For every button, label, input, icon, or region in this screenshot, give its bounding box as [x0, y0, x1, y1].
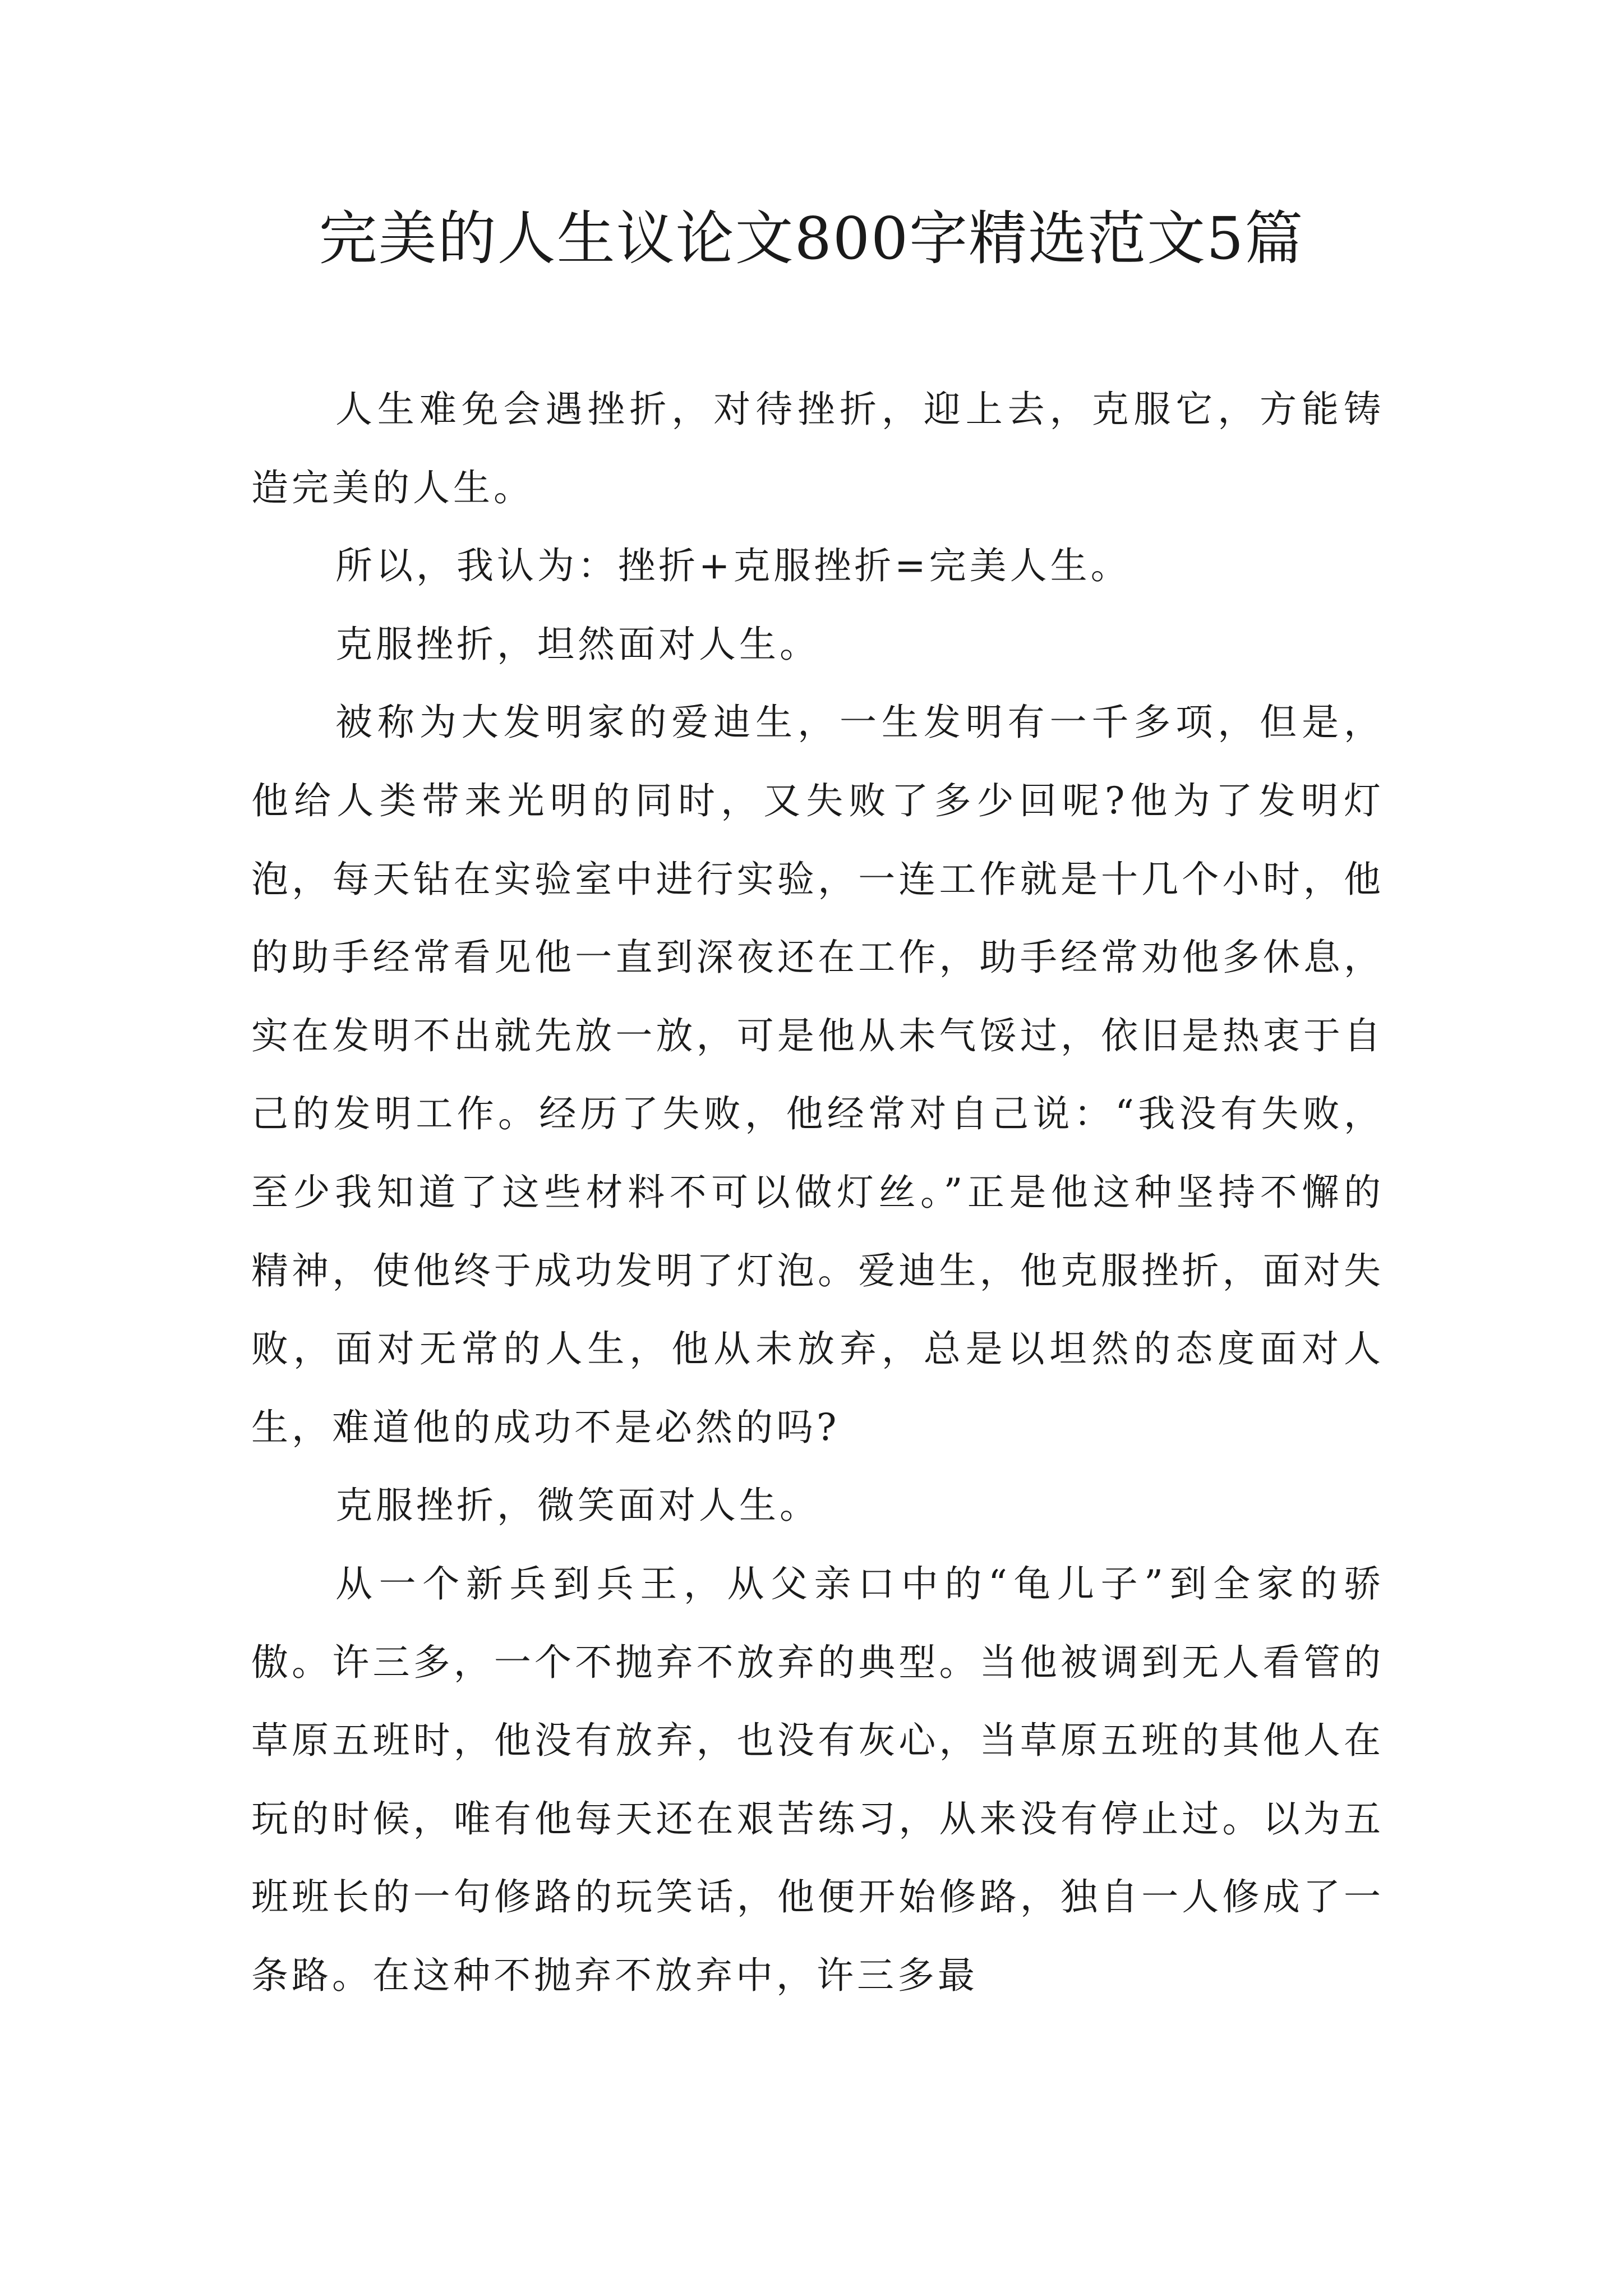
paragraph-xu-sanduo: 从一个新兵到兵王，从父亲口中的“龟儿子”到全家的骄傲。许三多，一个不抛弃不放弃的典型。当他被调到无人看管的草原五班时，他没有放弃，也没有灰心，当草原五班的其他人在玩的时候，唯有他每天还在艰苦练习，从来没有停止过。以为五班班长的一句修路的玩笑话，他便开始修路，独自一人修成了一条路。在这种不抛弃不放弃中，许三多最	[251, 1562, 1384, 1997]
paragraph-edison: 被称为大发明家的爱迪生，一生发明有一千多项，但是，他给人类带来光明的同时，又失败了多少回呢?他为了发明灯泡，每天钻在实验室中进行实验，一连工作就是十几个小时，他的助手经常看见他一直到深夜还在工作，助手经常劝他多休息，实在发明不出就先放一放，可是他从未气馁过，依旧是热衷于自己的发明工作。经历了失败，他经常对自己说：“我没有失败，至少我知道了这些材料不可以做灯丝。”正是他这种坚持不懈的精神，使他终于成功发明了灯泡。爱迪生，他克服挫折，面对失败，面对无常的人生，他从未放弃，总是以坦然的态度面对人生，难道他的成功不是必然的吗?	[251, 701, 1384, 1449]
paragraph-subheading-2: 克服挫折，微笑面对人生。	[335, 1484, 820, 1527]
paragraph-intro: 人生难免会遇挫折，对待挫折，迎上去，克服它，方能铸造完美的人生。	[251, 388, 1384, 509]
paragraph-subheading-1: 克服挫折，坦然面对人生。	[335, 622, 820, 666]
document-body	[251, 370, 1384, 2014]
paragraph-thesis: 所以，我认为：挫折+克服挫折=完美人生。	[335, 544, 1131, 588]
page-title: 完美的人生议论文800字精选范文5篇	[319, 204, 1304, 273]
